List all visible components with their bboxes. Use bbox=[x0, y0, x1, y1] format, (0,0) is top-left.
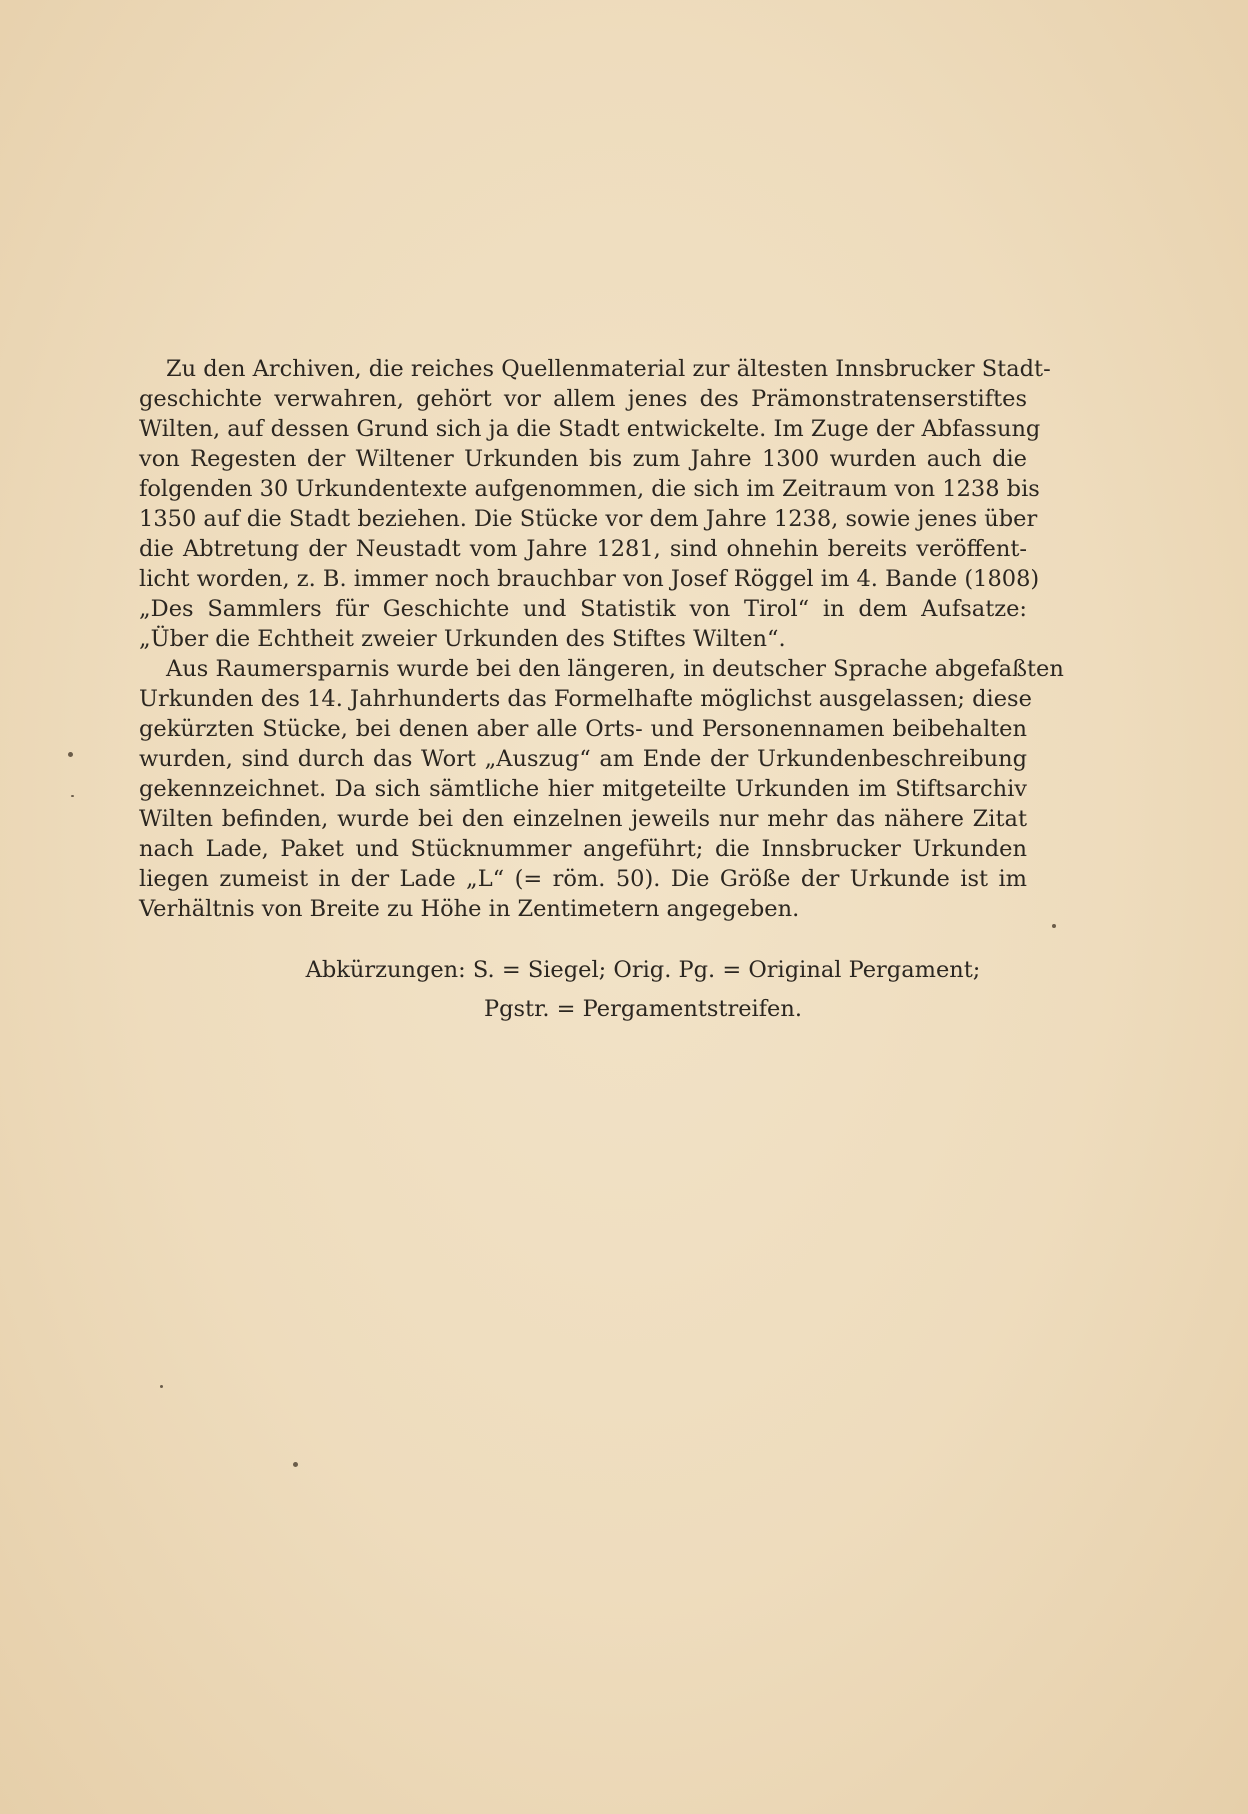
text-line: wurden, sind durch das Wort „Auszug“ am Ende der Urkundenbeschreibung bbox=[139, 746, 1027, 772]
text-line: Aus Raumersparnis wurde bei den längeren, in deutscher Sprache abgefaßten bbox=[166, 656, 1064, 682]
paper-speck bbox=[68, 752, 73, 757]
text-line: von Regesten der Wiltener Urkunden bis zum Jahre 1300 wurden auch die bbox=[139, 446, 1027, 472]
text-line: Wilten, auf dessen Grund sich ja die Stadt entwickelte. Im Zuge der Abfassung bbox=[139, 416, 1041, 442]
text-line: gekennzeichnet. Da sich sämtliche hier mitgeteilte Urkunden im Stiftsarchiv bbox=[139, 776, 1027, 802]
text-line: die Abtretung der Neustadt vom Jahre 1281, sind ohnehin bereits veröffent- bbox=[139, 536, 1027, 562]
text-line: gekürzten Stücke, bei denen aber alle Orts- und Personennamen beibehalten bbox=[139, 716, 1027, 742]
paper-speck bbox=[160, 1385, 163, 1388]
text-line: liegen zumeist in der Lade „L“ (= röm. 50). Die Größe der Urkunde ist im bbox=[139, 866, 1027, 892]
text-line: Urkunden des 14. Jahrhunderts das Formelhafte möglichst ausgelassen; diese bbox=[139, 686, 1032, 712]
text-line: Verhältnis von Breite zu Höhe in Zentimetern angegeben. bbox=[139, 896, 800, 922]
text-line: folgenden 30 Urkundentexte aufgenommen, die sich im Zeitraum von 1238 bis bbox=[139, 476, 1040, 502]
paper-speck bbox=[1052, 924, 1056, 928]
text-line: „Des Sammlers für Geschichte und Statistik von Tirol“ in dem Aufsatze: bbox=[139, 596, 1027, 622]
paragraph-2 bbox=[139, 654, 1064, 924]
text-line: nach Lade, Paket und Stücknummer angeführt; die Innsbrucker Urkunden bbox=[139, 836, 1027, 862]
paper-speck bbox=[293, 1462, 298, 1467]
text-line: Wilten befinden, wurde bei den einzelnen jeweils nur mehr das nähere Zitat bbox=[139, 806, 1027, 832]
paper-speck bbox=[71, 795, 74, 797]
text-line: Zu den Archiven, die reiches Quellenmaterial zur ältesten Innsbrucker Stadt- bbox=[166, 356, 1051, 382]
abbreviations-line-1: Abkürzungen: S. = Siegel; Orig. Pg. = Original Pergament; bbox=[305, 957, 981, 983]
text-line: licht worden, z. B. immer noch brauchbar von Josef Röggel im 4. Bande (1808) bbox=[139, 566, 1040, 592]
text-line: 1350 auf die Stadt beziehen. Die Stücke vor dem Jahre 1238, sowie jenes über bbox=[139, 506, 1038, 532]
text-line: geschichte verwahren, gehört vor allem jenes des Prämonstratenserstiftes bbox=[139, 386, 1027, 412]
body-text bbox=[139, 354, 1064, 924]
text-line: „Über die Echtheit zweier Urkunden des Stiftes Wilten“. bbox=[139, 626, 786, 652]
paragraph-1 bbox=[139, 354, 1051, 654]
abbreviations-line-2: Pgstr. = Pergamentstreifen. bbox=[483, 996, 803, 1022]
